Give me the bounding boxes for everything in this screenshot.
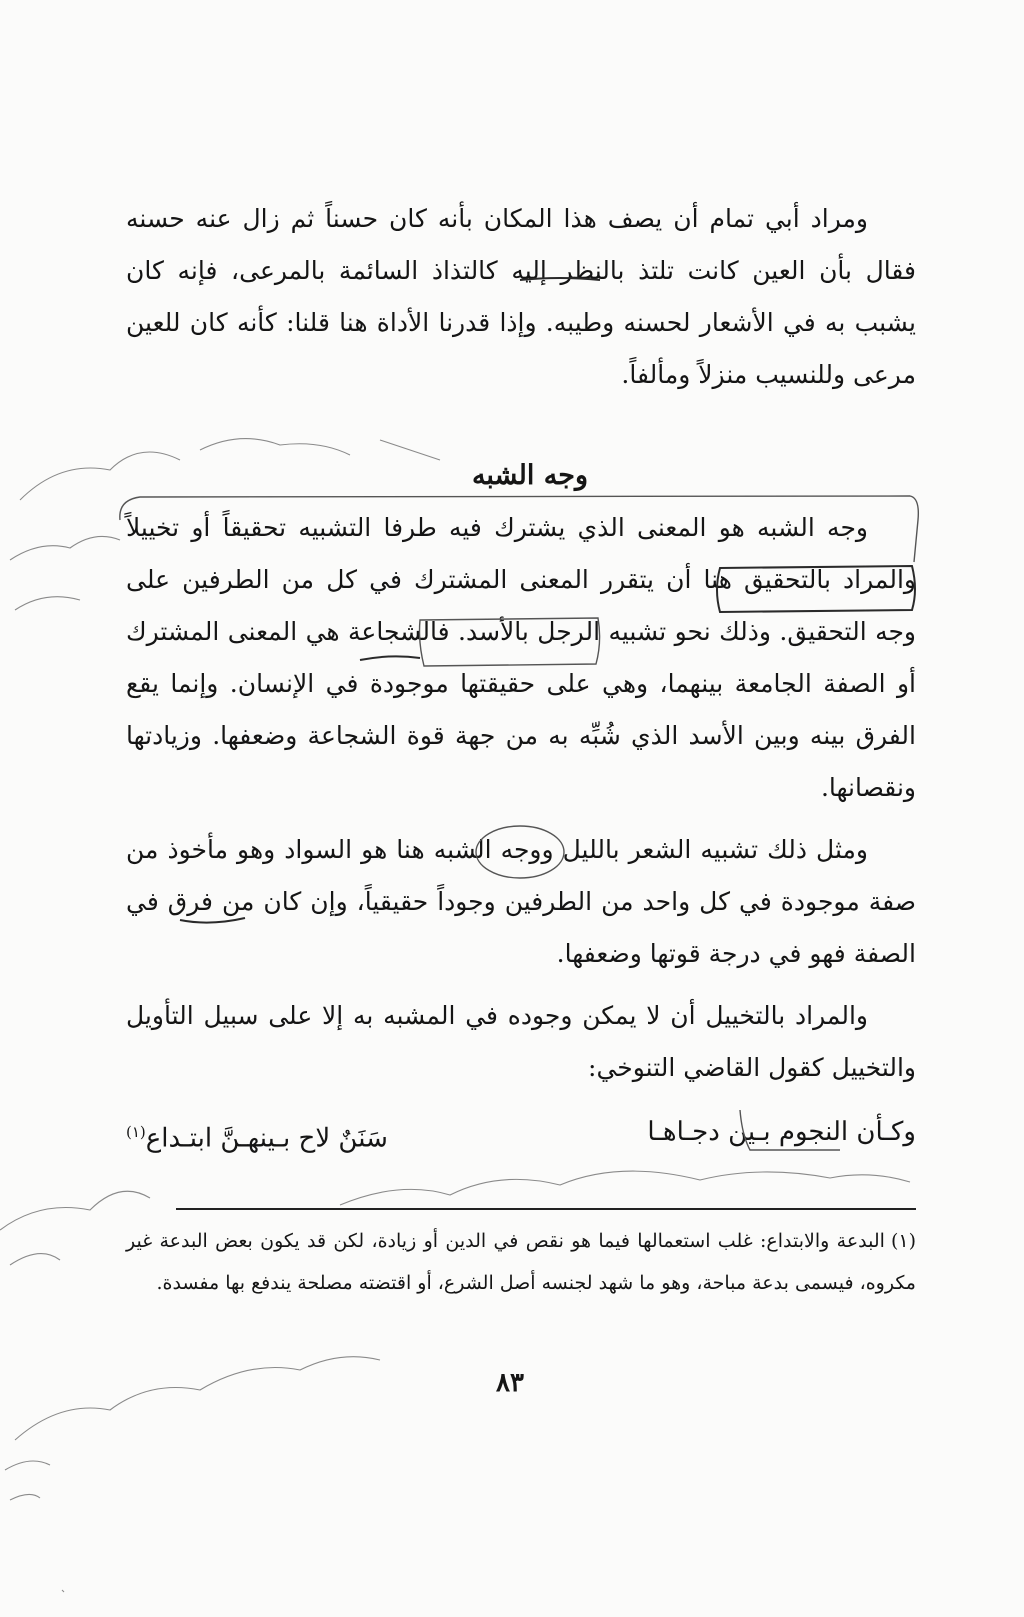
footnote-marker: (١) bbox=[890, 1230, 916, 1252]
footnote-reference[interactable]: (١) bbox=[126, 1123, 146, 1141]
verse-first-half: وكـأن النجوم بـين دجـاهـا bbox=[647, 1117, 916, 1147]
footnote-text: البدعة والابتداع: غلب استعمالها فيما هو نقص في الدين أو زيادة، لكن قد يكون بعض البدعة غير مكروه، فيسمى بدعة مباحة، وهو ما شهد لجنسه أصل الشرع، أو اقتضته مصلحة يندفع بها مفسدة. bbox=[126, 1230, 916, 1294]
paragraph-3: ومثل ذلك تشبيه الشعر بالليل ووجه الشبه هنا هو السواد وهو مأخوذ من صفة موجودة في كل واحد من الطرفين وجوداً حقيقياً، وإن كان من فرق في الصفة فهو في درجة قوتها وضعفها. bbox=[126, 835, 917, 968]
margin-dot bbox=[62, 1590, 64, 1592]
poem-verse bbox=[126, 1106, 916, 1165]
section-heading: وجه الشبه bbox=[471, 460, 588, 491]
margin-scribble-1 bbox=[20, 439, 440, 500]
margin-scribble-5 bbox=[5, 1461, 50, 1500]
margin-scribble-4 bbox=[15, 1357, 380, 1440]
handwriting-under-verse bbox=[340, 1171, 910, 1205]
paragraph-2: وجه الشبه هو المعنى الذي يشترك فيه طرفا التشبيه تحقيقاً أو تخييلاً والمراد بالتحقيق هنا أن يتقرر المعنى المشترك في كل من الطرفين على وجه التحقيق. وذلك نحو تشبيه الرجل بالأسد. فالشجاعة هي المعنى المشترك أو الصفة الجامعة بينهما، وهي على حقيقتها موجودة في الإنسان. وإنما يقع الفرق بينه وبين الأسد الذي شُبِّه به من جهة قوة الشجاعة وضعفها. وزيادتها ونقصانها. bbox=[126, 513, 916, 802]
footnote bbox=[126, 1220, 916, 1304]
page-number: ٨٣ bbox=[496, 1368, 524, 1398]
verse-second-half-text: سَنَنٌ لاح بـينهـنَّ ابتـداع bbox=[145, 1123, 388, 1154]
paragraph-1: ومراد أبي تمام أن يصف هذا المكان بأنه كان حسناً ثم زال عنه حسنه فقال بأن العين كانت تلتذ بالنظر إليه كالتذاذ السائمة بالمرعى، فإنه كان يشبب به في الأشعار لحسنه وطيبه. وإذا قدرنا الأداة هنا قلنا: كأنه كان للعين مرعى وللنسيب منزلاً ومألفاً. bbox=[126, 204, 916, 389]
margin-scribble-2 bbox=[10, 536, 120, 610]
verse-second-half bbox=[126, 1106, 388, 1165]
footnote-separator bbox=[176, 1208, 916, 1210]
paragraph-4: والمراد بالتخييل أن لا يمكن وجوده في المشبه به إلا على سبيل التأويل والتخييل كقول القاضي التنوخي: bbox=[126, 1001, 916, 1082]
